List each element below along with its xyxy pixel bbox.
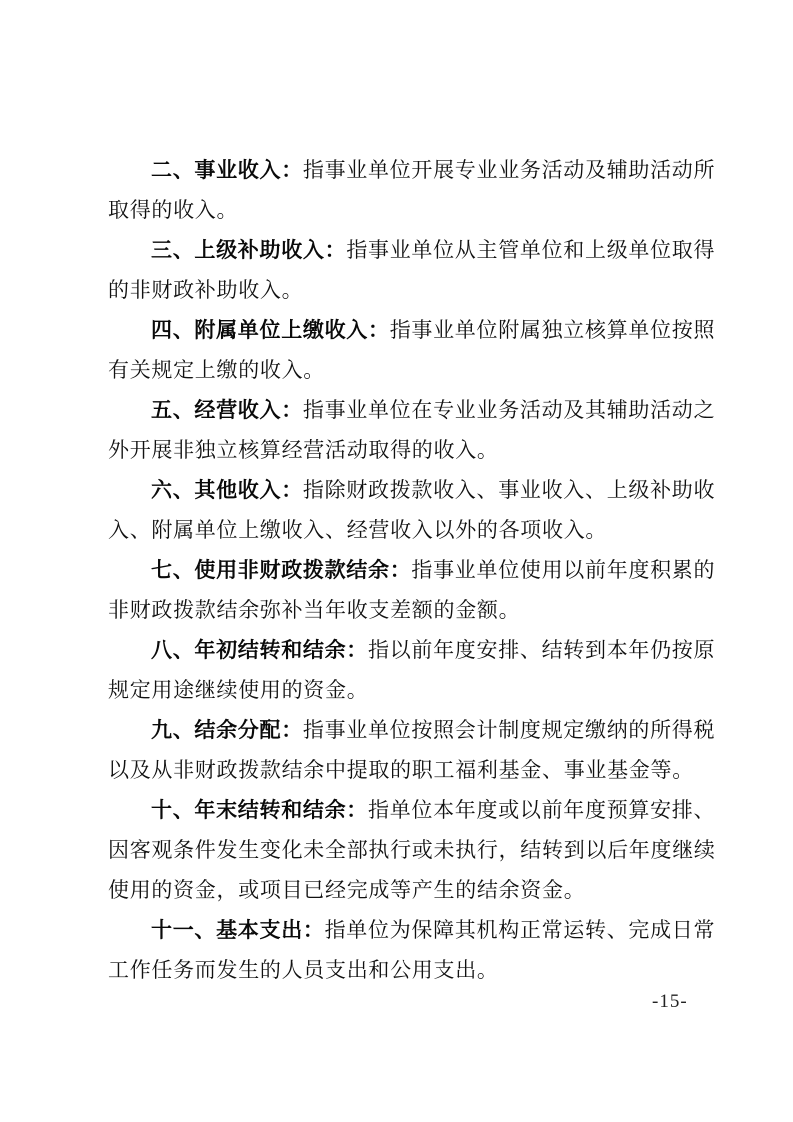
first-line-rest: 指事业单位按照会计制度规定缴纳的所得税: [302, 718, 716, 742]
paragraph-line: 入、附属单位上缴收入、经营收入以外的各项收入。: [108, 518, 608, 542]
paragraph: [108, 310, 728, 390]
term-label: 六、其他收入：: [151, 478, 303, 502]
paragraph-first-line: [108, 790, 728, 830]
term-label: 四、附属单位上缴收入：: [151, 318, 390, 342]
definitions-list: [108, 150, 728, 990]
paragraph-first-line: [108, 710, 728, 750]
paragraph-line: 非财政拨款结余弥补当年收支差额的金额。: [108, 598, 521, 622]
first-line-rest: 指事业单位从主管单位和上级单位取得: [346, 238, 716, 262]
paragraph: [108, 630, 728, 710]
term-label: 八、年初结转和结余：: [151, 638, 368, 662]
paragraph: [108, 790, 728, 910]
paragraph: [108, 230, 728, 310]
paragraph-first-line: [108, 630, 728, 670]
paragraph-first-line: [108, 230, 728, 270]
paragraph-line: 取得的收入。: [108, 198, 239, 222]
first-line-rest: 指除财政拨款收入、事业收入、上级补助收: [302, 478, 716, 502]
paragraph-first-line: [108, 310, 728, 350]
paragraph-first-line: [108, 470, 728, 510]
first-line-rest: 指单位为保障其机构正常运转、完成日常: [324, 918, 716, 942]
paragraph-line: 使用的资金，或项目已经完成等产生的结余资金。: [108, 878, 586, 902]
page-number: -15-: [652, 991, 688, 1012]
paragraph-line: 的非财政补助收入。: [108, 278, 304, 302]
paragraph-line: 规定用途继续使用的资金。: [108, 678, 369, 702]
paragraph: [108, 150, 728, 230]
first-line-rest: 指以前年度安排、结转到本年仍按原: [368, 638, 716, 662]
paragraph: [108, 550, 728, 630]
term-label: 五、经营收入：: [151, 398, 303, 422]
term-label: 三、上级补助收入：: [151, 238, 347, 262]
paragraph-first-line: [108, 390, 728, 430]
term-label: 七、使用非财政拨款结余：: [151, 558, 412, 582]
first-line-rest: 指事业单位开展专业业务活动及辅助活动所: [302, 158, 716, 182]
term-label: 九、结余分配：: [151, 718, 303, 742]
paragraph-line: 有关规定上缴的收入。: [108, 358, 325, 382]
term-label: 十一、基本支出：: [151, 918, 325, 942]
paragraph-line: 因客观条件发生变化未全部执行或未执行，结转到以后年度继续: [108, 838, 716, 862]
paragraph-first-line: [108, 910, 728, 950]
first-line-rest: 指事业单位使用以前年度积累的: [411, 558, 716, 582]
first-line-rest: 指单位本年度或以前年度预算安排、: [368, 798, 716, 822]
paragraph: [108, 910, 728, 990]
paragraph-first-line: [108, 150, 728, 190]
first-line-rest: 指事业单位附属独立核算单位按照: [389, 318, 716, 342]
paragraph-first-line: [108, 550, 728, 590]
term-label: 二、事业收入：: [151, 158, 303, 182]
first-line-rest: 指事业单位在专业业务活动及其辅助活动之: [302, 398, 716, 422]
paragraph: [108, 710, 728, 790]
paragraph: [108, 390, 728, 470]
term-label: 十、年末结转和结余：: [151, 798, 368, 822]
paragraph: [108, 470, 728, 550]
paragraph-line: 以及从非财政拨款结余中提取的职工福利基金、事业基金等。: [108, 758, 694, 782]
paragraph-line: 外开展非独立核算经营活动取得的收入。: [108, 438, 499, 462]
paragraph-line: 工作任务而发生的人员支出和公用支出。: [108, 958, 499, 982]
